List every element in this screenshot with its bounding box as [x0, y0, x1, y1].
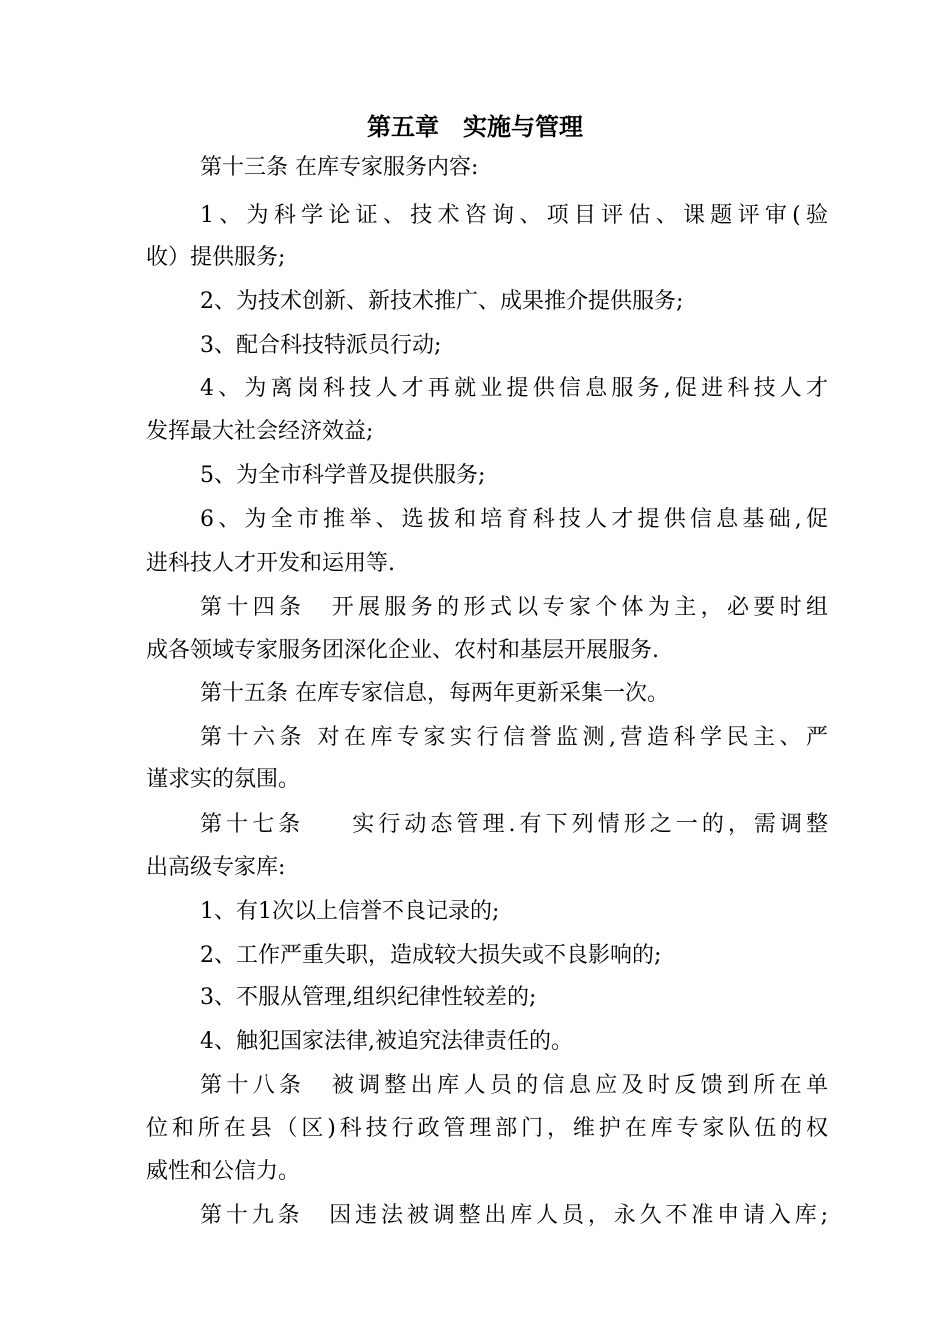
- article-13-item-5: 5、为全市科学普及提供服务;: [200, 463, 486, 488]
- article-18-line-2: 位和所在县（区)科技行政管理部门，维护在库专家队伍的权: [146, 1116, 828, 1141]
- article-13-item-4-line-2: 发挥最大社会经济效益;: [146, 419, 374, 444]
- article-17-item-4: 4、触犯国家法律,被追究法律责任的。: [200, 1029, 573, 1054]
- article-15: 第十五条 在库专家信息，每两年更新采集一次。: [200, 681, 669, 706]
- article-13-item-2: 2、为技术创新、新技术推广、成果推介提供服务;: [200, 289, 684, 314]
- article-17-line-1: 第十七条 实行动态管理.有下列情形之一的，需调整: [200, 812, 828, 837]
- article-17-item-1: 1、有1次以上信誉不良记录的;: [200, 899, 500, 924]
- article-13-item-4-line-1: 4、为离岗科技人才再就业提供信息服务,促进科技人才: [200, 376, 828, 401]
- chapter-title: 第五章 实施与管理: [367, 113, 583, 141]
- article-17-line-2: 出高级专家库:: [146, 855, 286, 880]
- article-13-item-1-line-1: 1、为科学论证、技术咨询、项目评估、课题评审(验: [200, 203, 828, 228]
- article-18-line-3: 威性和公信力。: [146, 1159, 301, 1184]
- article-17-item-2: 2、工作严重失职，造成较大损失或不良影响的;: [200, 943, 662, 968]
- article-18-line-1: 第十八条 被调整出库人员的信息应及时反馈到所在单: [200, 1073, 828, 1098]
- article-17-item-3: 3、不服从管理,组织纪律性较差的;: [200, 985, 537, 1010]
- article-13-item-6-line-1: 6、为全市推举、选拔和培育科技人才提供信息基础,促: [200, 507, 828, 532]
- article-13-heading: 第十三条 在库专家服务内容:: [200, 155, 479, 180]
- article-16-line-2: 谨求实的氛围。: [146, 767, 301, 792]
- article-19-line-1: 第十九条 因违法被调整出库人员，永久不准申请入库;: [200, 1203, 828, 1228]
- article-13-item-3: 3、配合科技特派员行动;: [200, 333, 442, 358]
- article-14-line-2: 成各领域专家服务团深化企业、农村和基层开展服务.: [146, 638, 659, 663]
- article-16-line-1: 第十六条 对在库专家实行信誉监测,营造科学民主、严: [200, 725, 828, 750]
- article-13-item-1-line-2: 收）提供服务;: [146, 245, 286, 270]
- article-13-item-6-line-2: 进科技人才开发和运用等.: [146, 551, 395, 576]
- article-14-line-1: 第十四条 开展服务的形式以专家个体为主，必要时组: [200, 595, 828, 620]
